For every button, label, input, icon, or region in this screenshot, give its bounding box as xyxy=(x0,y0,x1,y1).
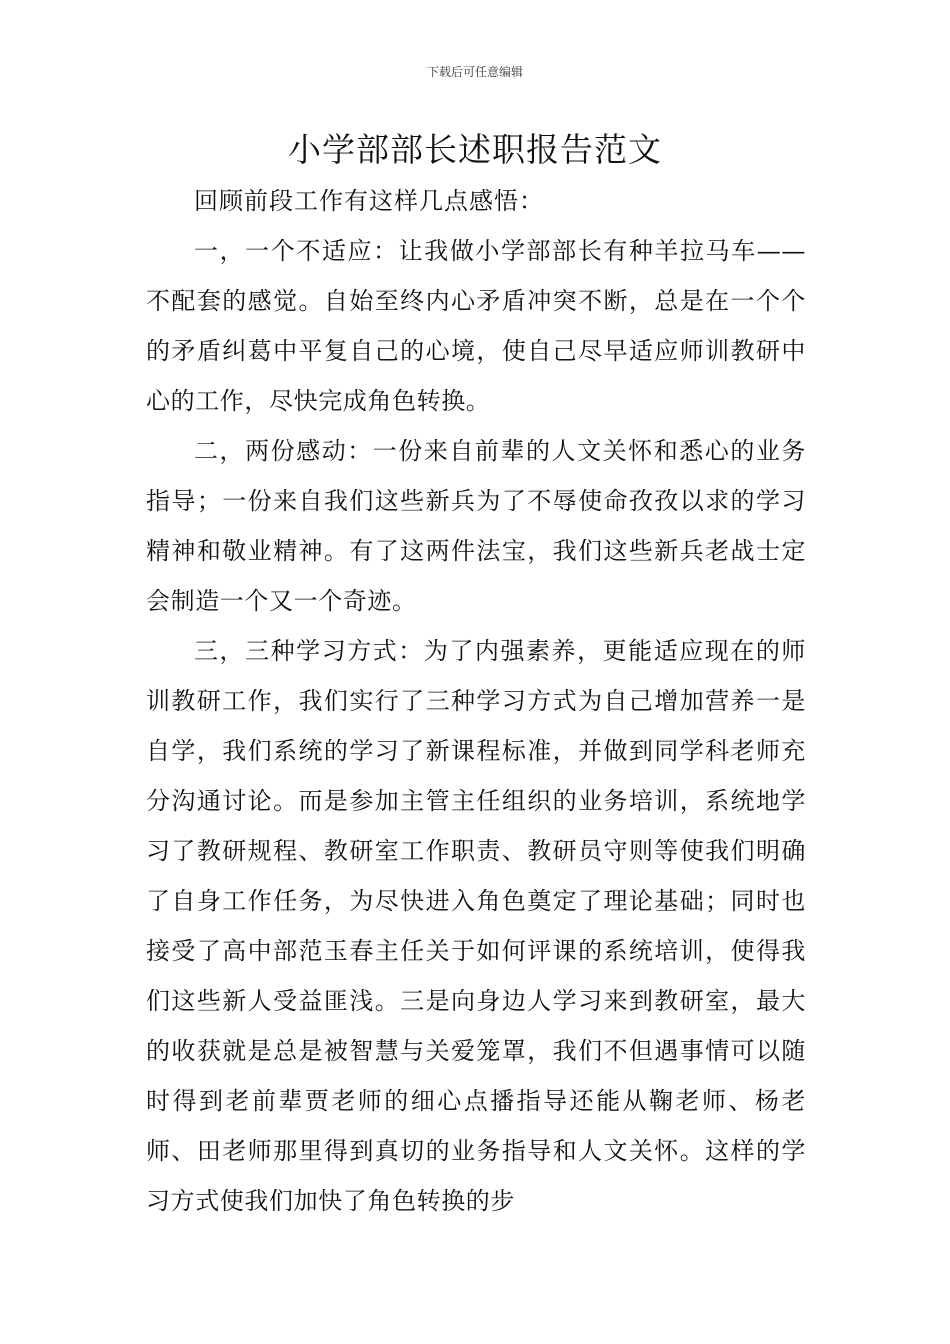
document-body xyxy=(146,176,806,1226)
paragraph-intro: 回顾前段工作有这样几点感悟： xyxy=(194,187,544,215)
paragraph-1: 一，一个不适应：让我做小学部部长有种羊拉马车——不配套的感觉。自始至终内心矛盾冲突不断，总是在一个个的矛盾纠葛中平复自己的心境，使自己尽早适应师训教研中心的工作，尽快完成角色转换。 xyxy=(146,237,806,415)
paragraph-2: 二，两份感动：一份来自前辈的人文关怀和悉心的业务指导；一份来自我们这些新兵为了不辱使命孜孜以求的学习精神和敬业精神。有了这两件法宝，我们这些新兵老战士定会制造一个又一个奇迹。 xyxy=(146,437,806,615)
document-title: 小学部部长述职报告范文 xyxy=(288,130,662,169)
paragraph-3: 三，三种学习方式：为了内强素养，更能适应现在的师训教研工作，我们实行了三种学习方式为自己增加营养一是自学，我们系统的学习了新课程标准，并做到同学科老师充分沟通讨论。而是参加主管主任组织的业务培训，系统地学习了教研规程、教研室工作职责、教研员守则等使我们明确了自身工作任务，为尽快进入角色奠定了理论基础；同时也接受了高中部范玉春主任关于如何评课的系统培训，使得我们这些新人受益匪浅。三是向身边人学习来到教研室，最大的收获就是总是被智慧与关爱笼罩，我们不但遇事情可以随时得到老前辈贾老师的细心点播指导还能从鞠老师、杨老师、田老师那里得到真切的业务指导和人文关怀。这样的学习方式使我们加快了角色转换的步 xyxy=(146,637,806,1215)
page-header-note: 下载后可任意编辑 xyxy=(426,65,523,79)
